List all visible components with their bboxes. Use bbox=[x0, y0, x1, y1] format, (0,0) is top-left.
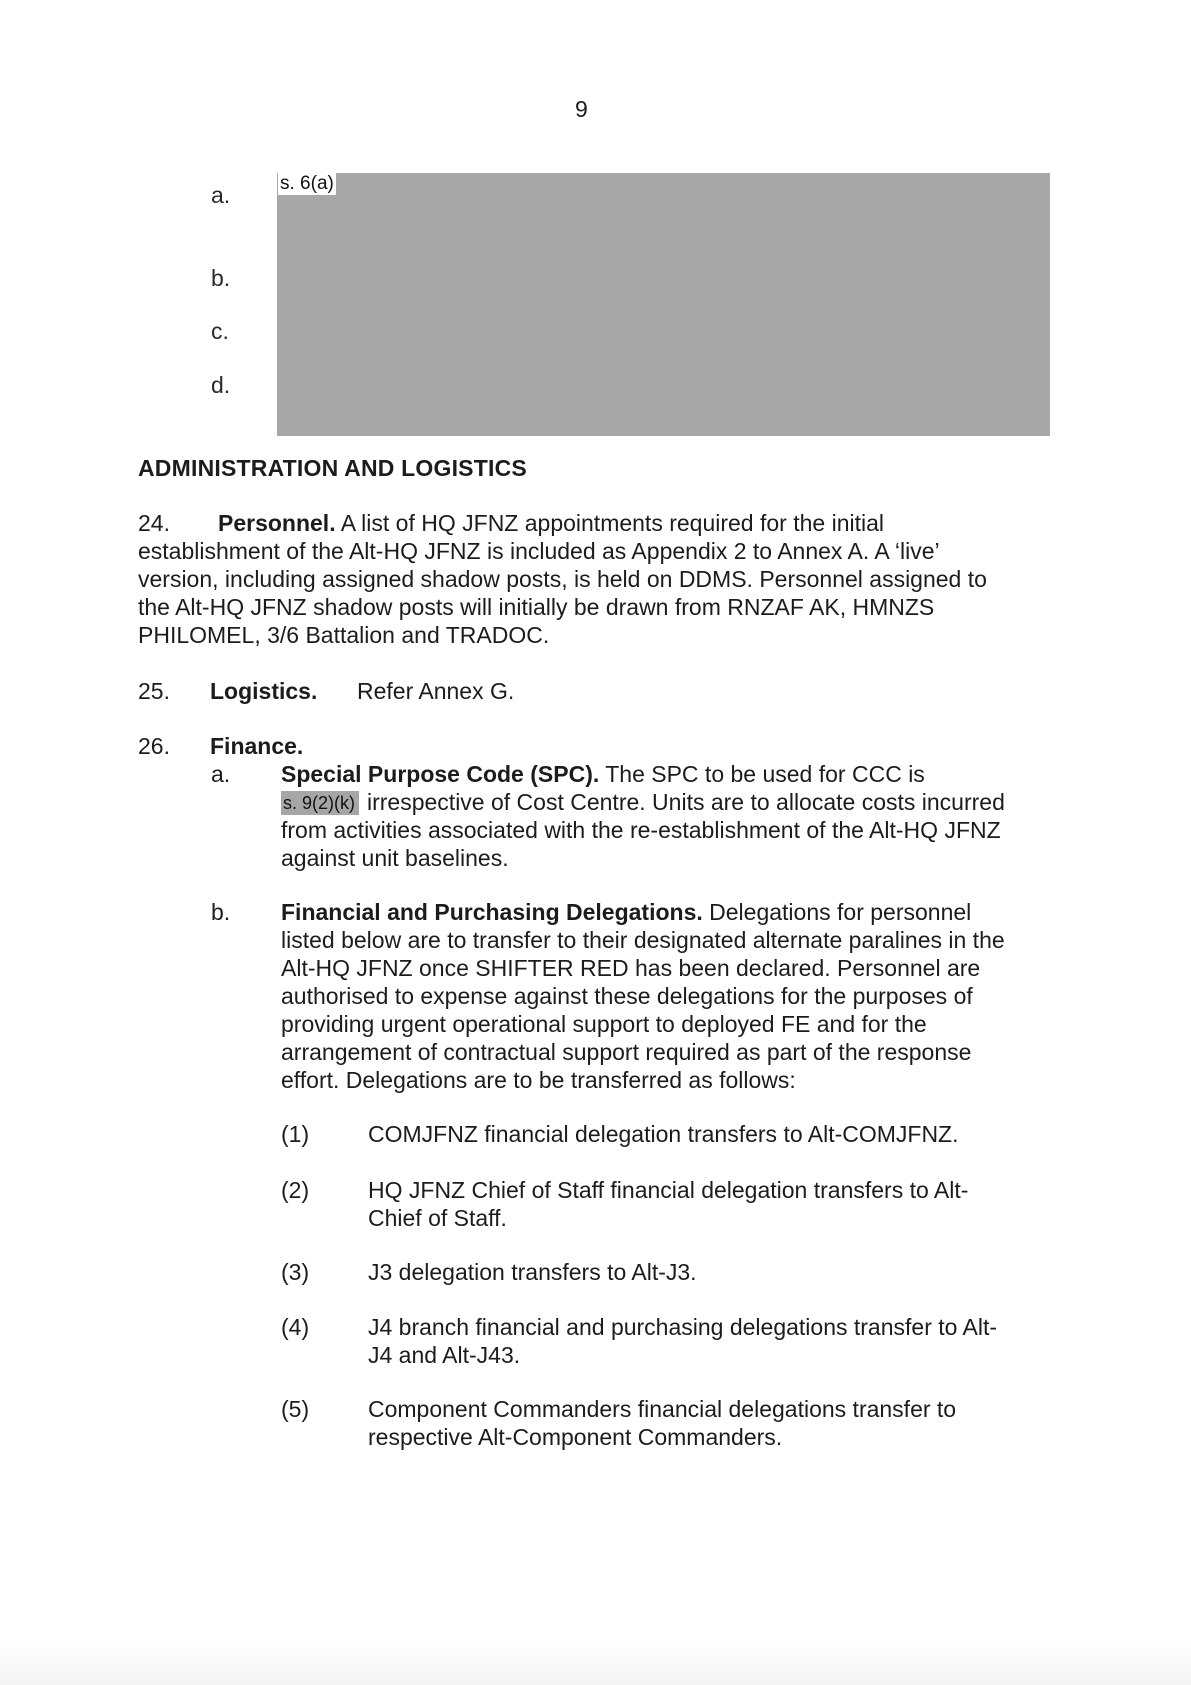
sub-paragraph-title: Financial and Purchasing Delegations. bbox=[281, 899, 703, 925]
list-letter-a: a. bbox=[211, 182, 231, 208]
redaction-label: s. 6(a) bbox=[280, 173, 334, 194]
delegation-item bbox=[368, 1120, 1068, 1148]
list-letter-d: d. bbox=[211, 372, 231, 398]
paragraph-line: The SPC to be used for CCC is bbox=[599, 761, 925, 787]
sub-paragraph-b bbox=[281, 898, 1061, 1094]
paragraph-line: against unit baselines. bbox=[281, 845, 509, 871]
paragraph-line: the Alt-HQ JFNZ shadow posts will initially be drawn from RNZAF AK, HMNZS bbox=[138, 594, 935, 620]
paragraph-title: Logistics. bbox=[210, 678, 318, 704]
paragraph-line: listed below are to transfer to their designated alternate paralines in the bbox=[281, 927, 1005, 953]
paragraph-title: Finance. bbox=[210, 733, 304, 759]
redaction-inline: s. 9(2)(k) bbox=[281, 791, 359, 815]
redaction-block bbox=[277, 173, 1050, 436]
page-bottom-edge bbox=[0, 1640, 1191, 1685]
paragraph-line: establishment of the Alt-HQ JFNZ is included as Appendix 2 to Annex A. A ‘live’ bbox=[138, 538, 940, 564]
paragraph-line: Delegations for personnel bbox=[702, 899, 972, 925]
delegation-item-line: COMJFNZ financial delegation transfers to Alt-COMJFNZ. bbox=[368, 1121, 959, 1147]
delegation-item-number: (5) bbox=[281, 1396, 310, 1422]
delegation-item-number: (1) bbox=[281, 1121, 310, 1147]
paragraph-line: authorised to expense against these delegations for the purposes of bbox=[281, 983, 973, 1009]
paragraph-line: from activities associated with the re-establishment of the Alt-HQ JFNZ bbox=[281, 817, 1001, 843]
delegation-item-number: (4) bbox=[281, 1314, 310, 1340]
paragraph-line: A list of HQ JFNZ appointments required for the initial bbox=[335, 510, 884, 536]
paragraph-line: Alt-HQ JFNZ once SHIFTER RED has been declared. Personnel are bbox=[281, 955, 981, 981]
paragraph-line: arrangement of contractual support required as part of the response bbox=[281, 1039, 972, 1065]
sub-paragraph-letter: a. bbox=[211, 761, 231, 787]
delegation-item-line: HQ JFNZ Chief of Staff financial delegation transfers to Alt- bbox=[368, 1177, 969, 1203]
paragraph-line: PHILOMEL, 3/6 Battalion and TRADOC. bbox=[138, 622, 550, 648]
sub-paragraph-a bbox=[281, 760, 1061, 872]
delegation-item-number: (3) bbox=[281, 1259, 310, 1285]
delegation-item-line: J4 branch financial and purchasing delegations transfer to Alt- bbox=[368, 1314, 998, 1340]
sub-paragraph-letter: b. bbox=[211, 899, 231, 925]
delegation-item-line: respective Alt-Component Commanders. bbox=[368, 1424, 783, 1450]
paragraph-text: Refer Annex G. bbox=[357, 678, 515, 704]
delegation-item-line: J4 and Alt-J43. bbox=[368, 1342, 521, 1368]
paragraph-number: 26. bbox=[138, 733, 170, 759]
list-letter-b: b. bbox=[211, 265, 231, 291]
paragraph-title: Personnel. bbox=[217, 510, 336, 536]
paragraph-line: providing urgent operational support to deployed FE and for the bbox=[281, 1011, 927, 1037]
delegation-item-number: (2) bbox=[281, 1177, 310, 1203]
paragraph-number: 24. bbox=[138, 510, 170, 536]
paragraph-line: effort. Delegations are to be transferred as follows: bbox=[281, 1067, 796, 1093]
delegation-item bbox=[368, 1176, 1068, 1232]
delegation-item-line: Chief of Staff. bbox=[368, 1205, 507, 1231]
sub-paragraph-title: Special Purpose Code (SPC). bbox=[281, 761, 600, 787]
paragraph-line: version, including assigned shadow posts, is held on DDMS. Personnel assigned to bbox=[138, 566, 987, 592]
delegation-item bbox=[368, 1258, 1068, 1286]
page-number: 9 bbox=[575, 96, 588, 122]
paragraph-24 bbox=[138, 509, 1058, 649]
delegation-item bbox=[368, 1313, 1068, 1369]
list-letter-c: c. bbox=[211, 318, 229, 344]
paragraph-number: 25. bbox=[138, 678, 170, 704]
paragraph-line: irrespective of Cost Centre. Units are to allocate costs incurred bbox=[367, 789, 1005, 815]
delegation-item bbox=[368, 1395, 1068, 1451]
section-heading: ADMINISTRATION AND LOGISTICS bbox=[138, 455, 527, 481]
delegation-item-line: J3 delegation transfers to Alt-J3. bbox=[368, 1259, 697, 1285]
delegation-item-line: Component Commanders financial delegations transfer to bbox=[368, 1396, 957, 1422]
